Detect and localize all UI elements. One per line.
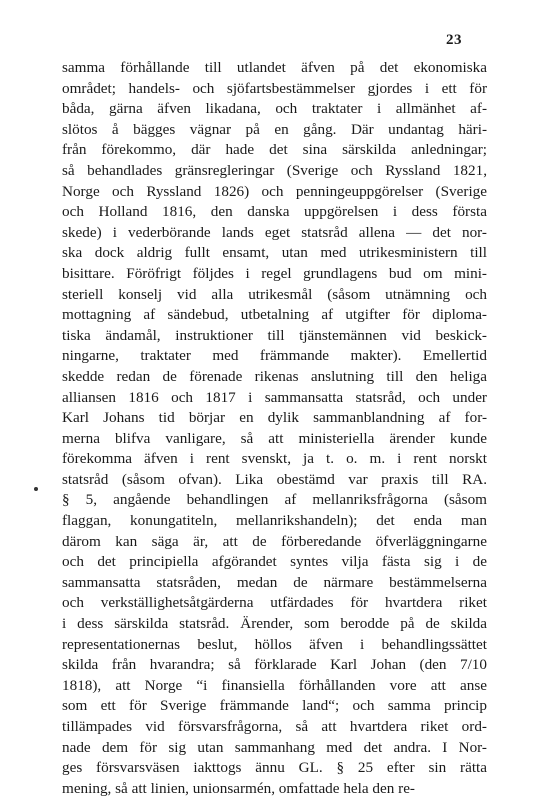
text-line: alliansen 1816 och 1817 i sammansatta statsråd, och under: [62, 388, 487, 406]
text-line: i dess särskilda statsråd. Ärender, som berodde på de skilda: [62, 615, 487, 633]
page-number: 23: [446, 32, 462, 48]
text-line: området; handels- och sjöfartsbestämmelser gjordes i ett för: [62, 79, 487, 97]
text-line: ska dock aldrig fullt ensamt, utan med utrikesministern till: [62, 244, 487, 262]
text-line: och Holland 1816, den danska uppgörelsen i dess första: [62, 203, 487, 221]
text-line: och det principiella afgörandet syntes vilja fästa sig i de: [62, 553, 487, 571]
text-line: samma förhållande till utlandet äfven på det ekonomiska: [62, 59, 487, 76]
text-line: som ett för Sverige främmande land“; och samma princip: [62, 697, 487, 715]
margin-mark: [34, 487, 38, 491]
text-line: sammansatta statsråden, medan de närmare bestämmelserna: [62, 573, 487, 591]
text-line: båda, gärna äfven likadana, och traktater i allmänhet af-: [62, 100, 487, 118]
text-line: mottagning af sändebud, utbetalning af utgifter för diploma-: [62, 306, 487, 324]
text-line: § 5, angående behandlingen af mellanriksfrågorna (såsom: [62, 491, 487, 509]
text-line: och verkställighetsåtgärderna utfärdades för hvartdera riket: [62, 594, 487, 612]
text-line: flaggan, konungatiteln, mellanrikshandeln); det enda man: [62, 512, 487, 530]
text-line: bisittare. Föröfrigt följdes i regel grundlagens bud om mini-: [62, 264, 487, 282]
text-line: därom kan säga är, att de förberedande öfverläggningarne: [62, 532, 487, 550]
text-line: ningarne, traktater med främmande makter). Emellertid: [62, 347, 487, 365]
text-line: skede) i vederbörande lands eget statsråd allena — det nor-: [62, 223, 487, 241]
text-line: 1818), att Norge “i finansiella förhållanden vore att anse: [62, 676, 487, 694]
text-line: Norge och Ryssland 1826) och penningeuppgörelser (Sverige: [62, 182, 487, 200]
text-line: nade dem för sig utan sammanhang med det andra. I Nor-: [62, 738, 487, 756]
text-line: förekomma äfven i rent svenskt, ja t. o. m. i rent norskt: [62, 450, 487, 468]
text-line: tillämpades vid försvarsfrågorna, så att hvartdera riket ord-: [62, 718, 487, 735]
text-line: skedde redan de förenade rikenas anslutning till den heliga: [62, 367, 487, 385]
text-line: statsråd (såsom ofvan). Lika obestämd var praxis till RA.: [62, 470, 487, 488]
text-line: steriell konselj vid alla utrikesmål (såsom utnämning och: [62, 285, 487, 303]
text-line: skilda från hvarandra; så förklarade Karl Johan (den 7/10: [62, 656, 487, 674]
text-line: från förekommo, där hade det sina särskilda anledningar;: [62, 141, 487, 159]
text-line: Karl Johans tid börjar en dylik sammanblandning af for-: [62, 409, 487, 427]
body-text: [62, 58, 487, 799]
text-line: tiska ändamål, instruktioner till tjänstemännen vid beskick-: [62, 326, 487, 344]
text-line: representationernas beslut, höllos äfven i behandlingssättet: [62, 635, 487, 653]
text-line: ges försvarsväsen iakttogs ännu GL. § 25 efter sin rätta: [62, 759, 487, 777]
text-line: slötos å bägges vägnar på en gång. Där undantag häri-: [62, 120, 487, 138]
text-line: merna blifva vanligare, så att ministeriella ärender kunde: [62, 429, 487, 447]
text-line: så behandlades gränsregleringar (Sverige och Ryssland 1821,: [62, 161, 487, 179]
text-line: mening, så att linien, unionsarmén, omfattade hela den re-: [62, 779, 415, 797]
